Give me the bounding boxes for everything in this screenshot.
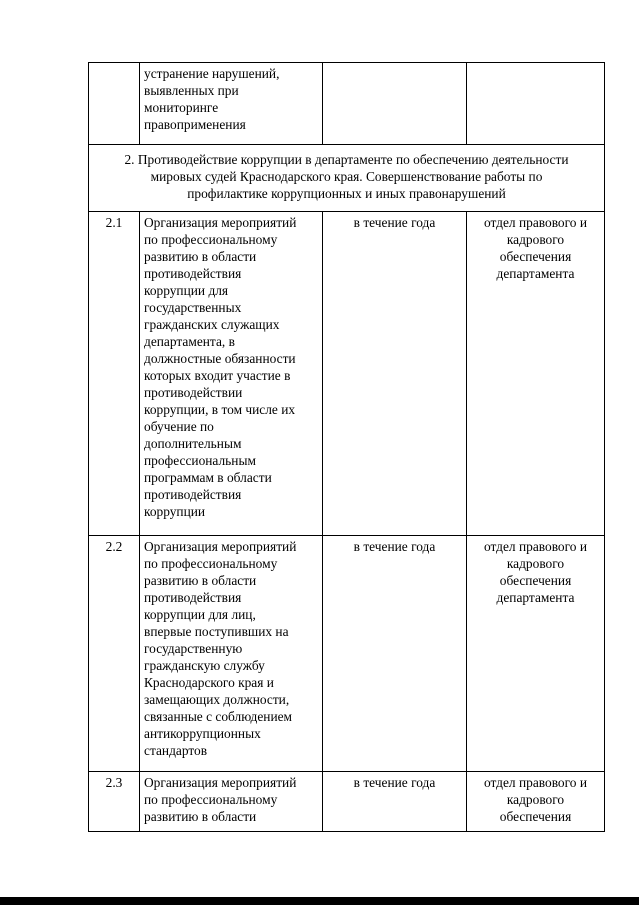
row-number: 2.2 <box>89 536 140 772</box>
measure-line: мониторинге <box>144 100 219 115</box>
measure-line: связанные с соблюдением <box>144 709 293 724</box>
section-heading-line: 2. Противодействие коррупции в департаменте по обеспечению деятельности <box>124 152 569 167</box>
measure-line: антикоррупционных <box>144 726 261 741</box>
table-row <box>89 536 605 772</box>
responsible-line: отдел правового и <box>483 775 587 790</box>
measure-line: по профессиональному <box>144 792 278 807</box>
measure-line: которых входит участие в <box>144 368 291 383</box>
scan-edge-bar <box>0 897 639 905</box>
measure-line: противодействия <box>144 487 242 502</box>
responsible-line: кадрового <box>506 556 565 571</box>
row-number: 2.3 <box>89 772 140 832</box>
responsible-line: кадрового <box>506 232 565 247</box>
section-heading <box>89 145 605 212</box>
responsible-line: кадрового <box>506 792 565 807</box>
measure-line: должностные обязанности <box>144 351 296 366</box>
row-number <box>89 63 140 145</box>
measure-line: дополнительным <box>144 436 242 451</box>
measure-line: коррупции, в том числе их <box>144 402 296 417</box>
measure-line: коррупции <box>144 504 206 519</box>
measure-line: стандартов <box>144 743 208 758</box>
responsible-line: отдел правового и <box>483 539 587 554</box>
section-heading-row <box>89 145 605 212</box>
section-heading-line: профилактике коррупционных и иных правонарушений <box>187 186 506 201</box>
table-row <box>89 772 605 832</box>
plan-table <box>88 62 605 832</box>
responsible-line: отдел правового и <box>483 215 587 230</box>
measure-line: гражданских служащих <box>144 317 280 332</box>
measure-text <box>140 772 323 832</box>
measure-line: развитию в области <box>144 249 257 264</box>
deadline-cell: в течение года <box>323 212 467 536</box>
measure-line: развитию в области <box>144 809 257 824</box>
measure-line: противодействии <box>144 385 243 400</box>
measure-line: противодействия <box>144 266 242 281</box>
measure-line: программам в области <box>144 470 272 485</box>
measure-line: развитию в области <box>144 573 257 588</box>
measure-line: выявленных при <box>144 83 239 98</box>
measure-line: впервые поступивших на <box>144 624 289 639</box>
measure-text <box>140 212 323 536</box>
responsible-line: обеспечения <box>499 249 572 264</box>
measure-line: обучение по <box>144 419 214 434</box>
responsible-cell <box>467 63 605 145</box>
responsible-cell <box>467 212 605 536</box>
responsible-line: департамента <box>496 590 575 605</box>
deadline-cell: в течение года <box>323 536 467 772</box>
measure-text <box>140 63 323 145</box>
responsible-line: департамента <box>496 266 575 281</box>
responsible-line: обеспечения <box>499 809 572 824</box>
section-heading-line: мировых судей Краснодарского края. Совершенствование работы по <box>150 169 543 184</box>
responsible-cell <box>467 536 605 772</box>
continuation-row <box>89 63 605 145</box>
measure-line: Краснодарского края и <box>144 675 274 690</box>
table-row <box>89 212 605 536</box>
measure-line: по профессиональному <box>144 556 278 571</box>
measure-line: департамента, в <box>144 334 235 349</box>
measure-line: профессиональным <box>144 453 256 468</box>
responsible-cell <box>467 772 605 832</box>
measure-line: Организация мероприятий <box>144 539 297 554</box>
measure-line: гражданскую службу <box>144 658 265 673</box>
measure-line: государственную <box>144 641 243 656</box>
deadline-cell: в течение года <box>323 772 467 832</box>
deadline-cell <box>323 63 467 145</box>
measure-line: замещающих должности, <box>144 692 290 707</box>
measure-line: противодействия <box>144 590 242 605</box>
measure-line: Организация мероприятий <box>144 775 297 790</box>
measure-line: Организация мероприятий <box>144 215 297 230</box>
measure-line: по профессиональному <box>144 232 278 247</box>
row-number: 2.1 <box>89 212 140 536</box>
measure-line: устранение нарушений, <box>144 66 280 81</box>
measure-text <box>140 536 323 772</box>
measure-line: коррупции для <box>144 283 229 298</box>
responsible-line: обеспечения <box>499 573 572 588</box>
measure-line: правоприменения <box>144 117 246 132</box>
measure-line: коррупции для лиц, <box>144 607 256 622</box>
measure-line: государственных <box>144 300 242 315</box>
